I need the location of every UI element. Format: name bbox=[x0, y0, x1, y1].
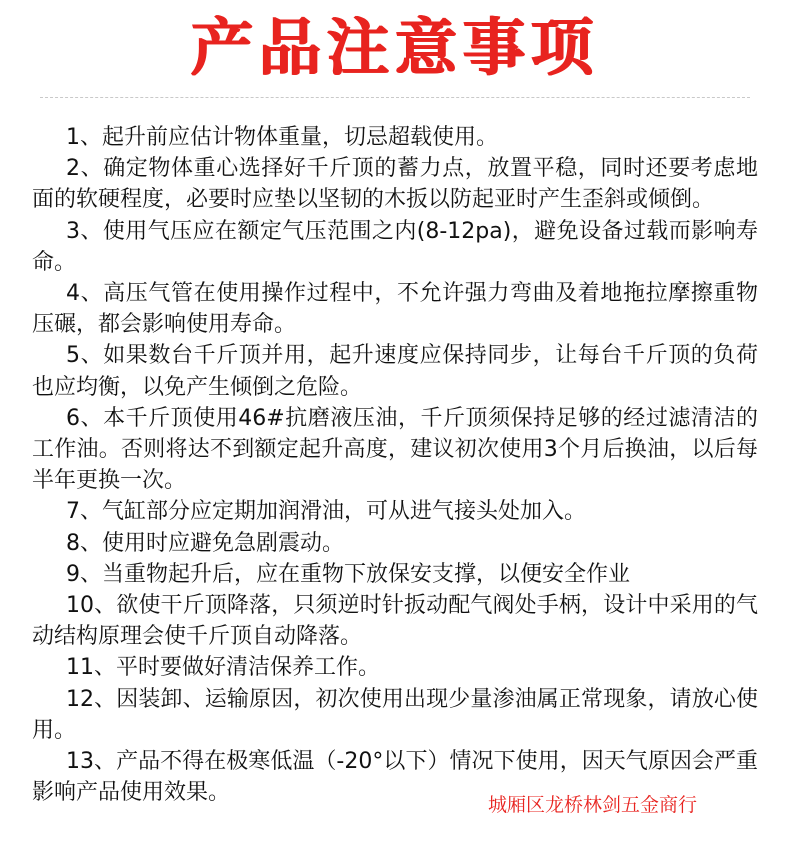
note-item: 10、欲使干斤顶降落，只须逆时针扳动配气阀处手柄，设计中采用的气动结构原理会使千斤顶自动降落。 bbox=[32, 593, 758, 650]
note-item: 8、使用时应避免急剧震动。 bbox=[66, 530, 344, 556]
page-title: 产品注意事项 bbox=[190, 11, 599, 84]
note-item: 5、如果数台千斤顶并用，起升速度应保持同步，让每台千斤顶的负荷也应均衡，以免产生倾倒之危险。 bbox=[32, 343, 758, 400]
note-item: 3、使用气压应在额定气压范围之内(8-12pa)，避免设备过载而影响寿命。 bbox=[32, 218, 758, 275]
shop-watermark: 城厢区龙桥林剑五金商行 bbox=[488, 794, 698, 816]
note-item: 7、气缸部分应定期加润滑油，可从进气接头处加入。 bbox=[66, 499, 586, 525]
title-divider bbox=[40, 97, 750, 98]
note-item: 12、因装卸、运输原因，初次使用出现少量渗油属正常现象，请放心使用。 bbox=[32, 686, 758, 743]
note-item: 6、本千斤顶使用46#抗磨液压油，千斤顶须保持足够的经过滤清洁的工作油。否则将达不到额定起升高度，建议初次使用3个月后换油，以后每半年更换一次。 bbox=[32, 405, 758, 494]
notes-list bbox=[32, 122, 758, 808]
note-item: 13、产品不得在极寒低温（-20°以下）情况下使用，因天气原因会严重影响产品使用效果。 bbox=[32, 749, 758, 806]
note-item: 11、平时要做好清洁保养工作。 bbox=[66, 655, 380, 681]
note-item: 9、当重物起升后，应在重物下放保安支撑，以便安全作业 bbox=[66, 561, 630, 587]
note-item: 2、确定物体重心选择好千斤顶的蓄力点，放置平稳，同时还要考虑地面的软硬程度，必要时应垫以坚韧的木扳以防起亚时产生歪斜或倾倒。 bbox=[32, 156, 758, 213]
note-item: 1、起升前应估计物体重量，切忌超载使用。 bbox=[66, 125, 498, 150]
note-item: 4、高压气管在使用操作过程中，不允许强力弯曲及着地拖拉摩擦重物压碾，都会影响使用寿命。 bbox=[32, 281, 758, 338]
